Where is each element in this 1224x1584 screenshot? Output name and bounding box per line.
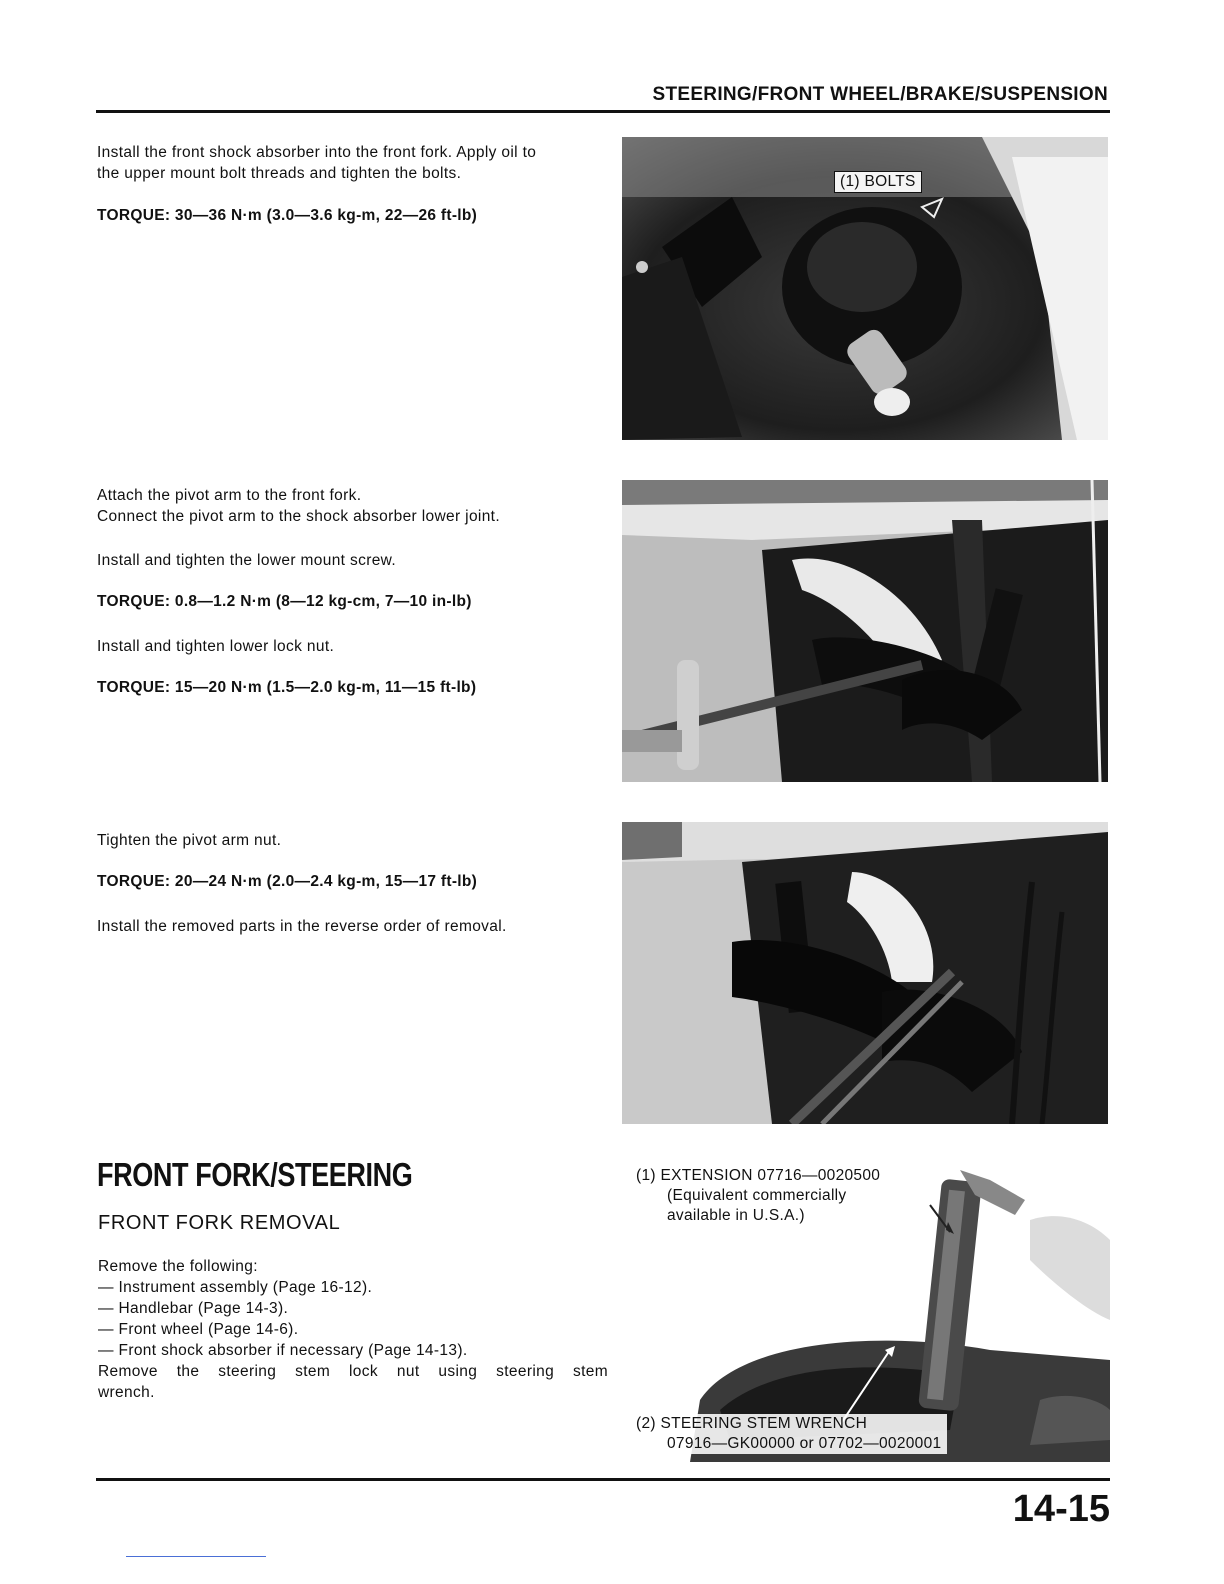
section-title: FRONT FORK/STEERING xyxy=(97,1156,413,1193)
callout-line: (Equivalent commercially xyxy=(667,1187,847,1204)
removal-list xyxy=(98,1277,608,1361)
callout-extension-label xyxy=(636,1166,880,1226)
torque-spec-upper-bolts: TORQUE: 30—36 N·m (3.0—3.6 kg-m, 22—26 ft-lb) xyxy=(97,207,478,224)
callout-line: (2) STEERING STEM WRENCH xyxy=(636,1415,868,1432)
instruction-line: Install the removed parts in the reverse order of removal. xyxy=(97,918,507,935)
shock-install-instructions xyxy=(97,142,607,184)
instruction-line: wrench. xyxy=(98,1384,155,1401)
pivot-arm-instructions xyxy=(97,485,607,527)
footer-rule xyxy=(96,1478,1110,1481)
removal-instructions xyxy=(98,1256,608,1403)
callout-bolts: (1) BOLTS xyxy=(834,171,922,193)
photo-illustration xyxy=(622,480,1108,782)
list-item: — Front shock absorber if necessary (Page 14-13). xyxy=(98,1342,468,1359)
list-item: — Handlebar (Page 14-3). xyxy=(98,1300,289,1317)
subsection-title: FRONT FORK REMOVAL xyxy=(98,1212,341,1234)
instruction-line: Remove the following: xyxy=(98,1258,258,1275)
instruction-line: the upper mount bolt threads and tighten the bolts. xyxy=(97,165,462,182)
photo-pivot-arm-nut xyxy=(622,822,1108,1124)
photo-lower-mount-screw xyxy=(622,480,1108,782)
instruction-line: Connect the pivot arm to the shock absorber lower joint. xyxy=(97,508,500,525)
instruction-line: Install and tighten the lower mount screw. xyxy=(97,552,397,569)
photo-steering-stem-wrench xyxy=(630,1160,1110,1462)
list-item: — Instrument assembly (Page 16-12). xyxy=(98,1279,373,1296)
instruction-line: Install and tighten lower lock nut. xyxy=(97,638,335,655)
instruction-line: Install the front shock absorber into the front fork. Apply oil to xyxy=(97,144,537,161)
callout-wrench-label xyxy=(636,1414,947,1454)
instruction-line: Remove the steering stem lock nut using steering stem xyxy=(98,1363,608,1380)
callout-line: 07916—GK00000 or 07702—0020001 xyxy=(667,1435,942,1452)
callout-line: available in U.S.A.) xyxy=(667,1207,805,1224)
photo-illustration xyxy=(622,822,1108,1124)
callout-line: (1) EXTENSION 07716—0020500 xyxy=(636,1167,881,1184)
instruction-line: Tighten the pivot arm nut. xyxy=(97,832,282,849)
page-number: 14-15 xyxy=(1012,1488,1110,1530)
instruction-line: Attach the pivot arm to the front fork. xyxy=(97,487,362,504)
torque-spec-lower-screw: TORQUE: 0.8—1.2 N·m (8—12 kg-cm, 7—10 in-lb) xyxy=(97,593,472,610)
list-item: — Front wheel (Page 14-6). xyxy=(98,1321,299,1338)
torque-spec-pivot-nut: TORQUE: 20—24 N·m (2.0—2.4 kg-m, 15—17 ft-lb) xyxy=(97,873,478,890)
photo-upper-mount-bolts xyxy=(622,137,1108,440)
torque-spec-lock-nut: TORQUE: 15—20 N·m (1.5—2.0 kg-m, 11—15 ft-lb) xyxy=(97,679,477,696)
section-header: STEERING/FRONT WHEEL/BRAKE/SUSPENSION xyxy=(652,84,1108,105)
footer-underline xyxy=(126,1556,266,1557)
header-rule xyxy=(96,110,1110,113)
